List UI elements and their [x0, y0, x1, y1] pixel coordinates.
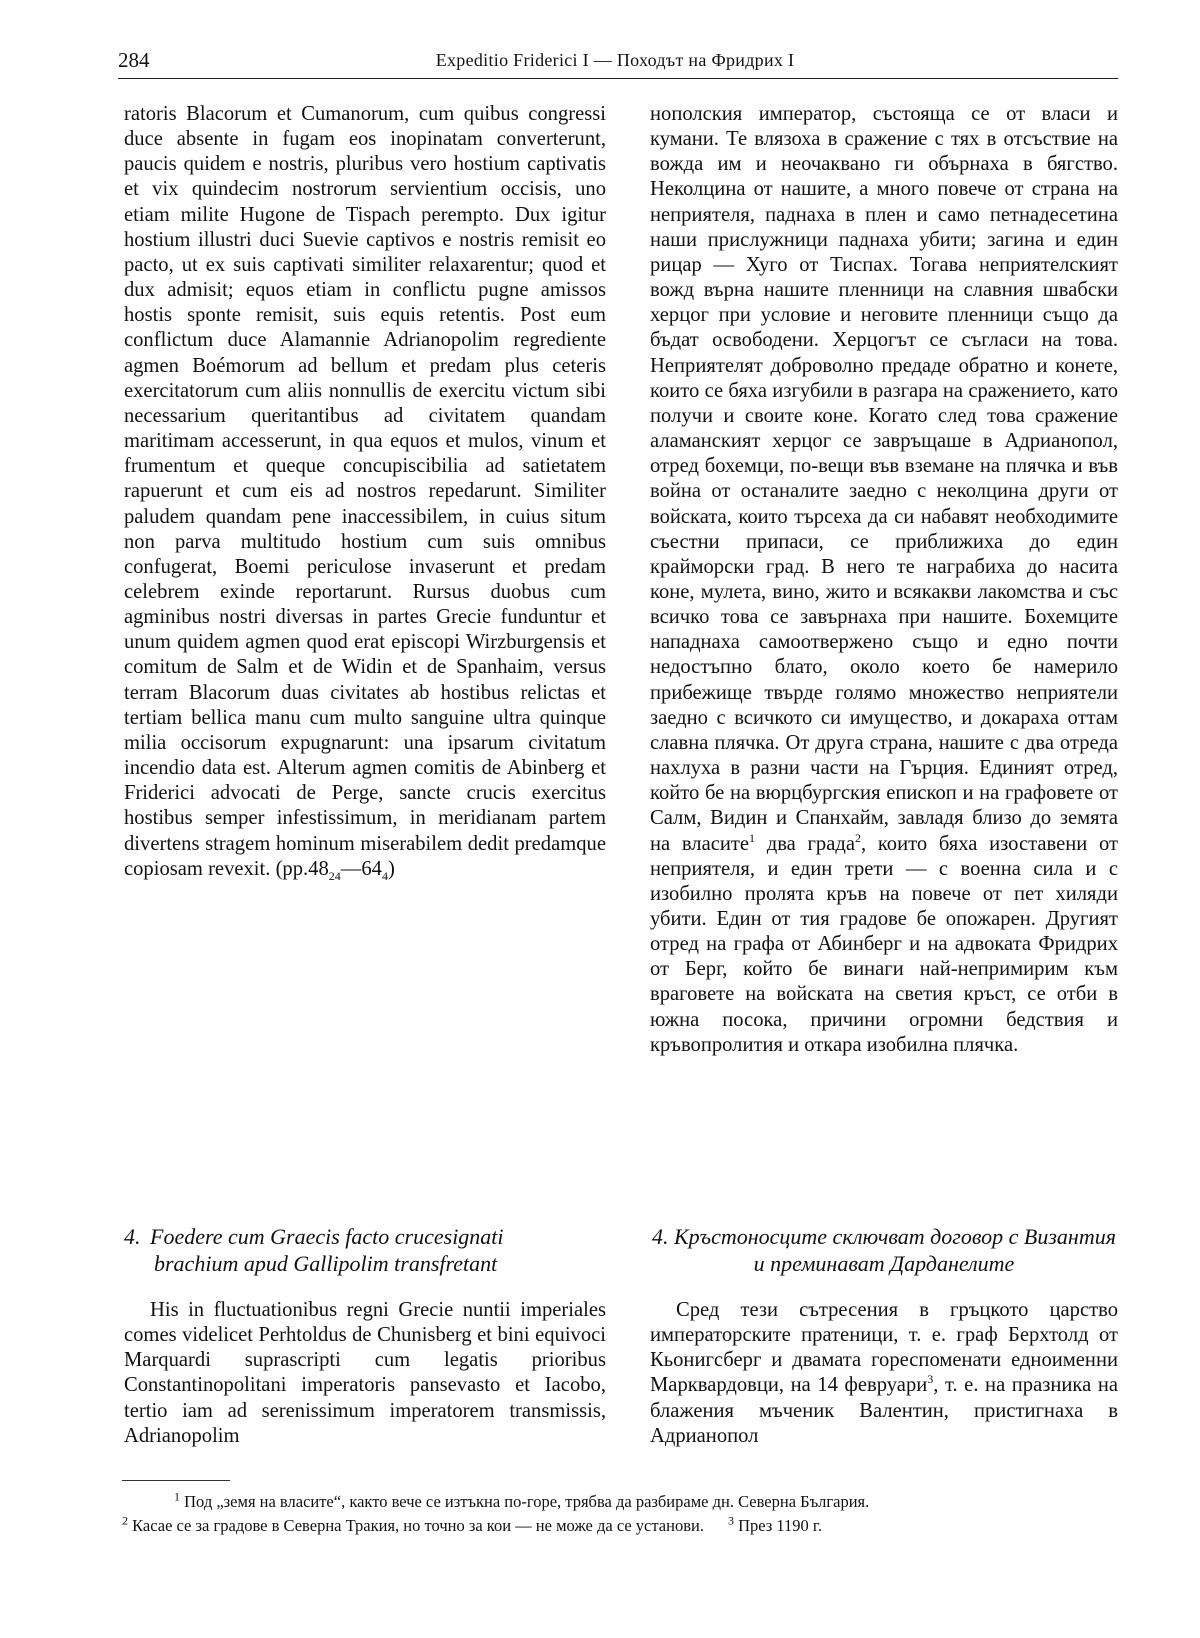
latin-text-bottom [124, 1298, 606, 1449]
footnote-1-mark: 1 [174, 1489, 180, 1504]
footnote-1-text: Под „земя на власите“, както вече се изтъкна по-горе, трябва да разбираме дн. Северна България. [180, 1492, 870, 1511]
bulgarian-paragraph-top [650, 102, 1118, 1058]
section-heading-latin [124, 1223, 606, 1277]
footnote-3 [728, 1514, 822, 1538]
latin-paragraph-bottom: His in fluctuationibus regni Grecie nuntii imperiales comes videlicet Perhtoldus de Chunisberg et bini equivoci Marquardi suprascripti cum legatis prioribus Constantinopolitani imperatoris pansevasto et Iacobo, tertio iam ad serenissimum imperatorem transmissis, Adrianopolim [124, 1299, 606, 1447]
latin-paragraph-top [124, 102, 606, 882]
section-heading-bulgarian: 4. Кръстоносците сключват договор с Византия и преминават Дарданелите [652, 1224, 1116, 1276]
bulgarian-text-bottom [650, 1298, 1118, 1449]
page-number: 284 [118, 48, 150, 72]
bulgarian-paragraph-bottom [650, 1298, 1118, 1449]
latin-text-top [124, 102, 606, 882]
latin-citation [275, 857, 395, 883]
bulgarian-text-part-1: нополския император, състояща се от власи и кумани. Те влязоха в сражение с тях в отсъствие на вожда им и неочаквано ги обърнаха в бягство. Неколцина от нашите, а много повече от страна на неприятеля, паднаха в плен и само петнадесетина наши прислужници паднаха убити; загина и един рицар — Хуго от Тиспах. Тогава неприятелският вожд върна нашите пленници на славния швабски херцог при условие и неговите пленници също да бъдат освободени. Херцогът се съгласи на това. Неприятелят доброволно предаде обратно и конете, които се бяха изгубили в разгара на сражението, като получи и своите коне. Когато след това сражение аламанският херцог се завръщаше в Адрианопол, отред бохемци, по-вещи във вземане на плячка и във война от останалите заедно с неколцина други от войската, които търсеха да си набавят необходимите съестни припаси, се приближиха до един крайморски град. В него те награбиха до насита коне, мулета, вино, жито и всякакви лакомства и със всичко това се завърнаха при нашите. Бохемците нападнаха самоотвержено също и едно почти недостъпно блато, около което бе намерило прибежище твърде голямо множество неприятели заедно с всичкото си имущество, и докараха оттам славна плячка. От друга страна, нашите с два отреда нахлуха в разни части на Гърция. Единият отред, който бе на вюрцбургския епископ и на графовете от Салм, Видин и Спанхайм, завладя близо до земята на власите [650, 103, 1118, 855]
bulgarian-bottom-part-1: Сред тези сътресения в гръцкото царство императорските пратеници, т. е. граф Берхтолд от Кьонигсберг и двамата гореспоменати едноименни Марквардовци, на 14 февруари [650, 1299, 1118, 1397]
section-number: 4. [124, 1224, 141, 1249]
page-header [118, 48, 1112, 80]
bulgarian-text-part-2: два града [755, 832, 855, 855]
bulgarian-text-top [650, 102, 1118, 1058]
footnote-rule [122, 1480, 230, 1481]
footnote-ref-3: 3 [927, 1372, 934, 1387]
citation-sub-1: 24 [328, 868, 341, 883]
footnote-1 [122, 1490, 1118, 1514]
footnote-3-text: През 1190 г. [733, 1516, 822, 1535]
citation-range: —64 [340, 857, 382, 880]
footnote-3-mark: 3 [727, 1513, 734, 1528]
header-rule [118, 78, 1118, 79]
citation-sub-2: 4 [381, 868, 388, 883]
footnote-2-text: Касае се за градове в Северна Тракия, но точно за кои — не може да се установи. [128, 1516, 704, 1535]
footnote-2 [122, 1514, 1118, 1538]
footnote-2-mark: 2 [122, 1513, 128, 1528]
bulgarian-text-part-3: , които бяха изоставени от неприятеля, и един трети — с военна сила и с изобилно пролята кръв на повече от пет хиляди убити. Един от тия градове бе опожарен. Другият отред на графа от Абинберг и на адвоката Фридрих от Берг, който бе винаги най-непримирим към враговете на войската на светия кръст, се отби в южна посока, причини огромни бедствия и кръвопролития и откара изобилна плячка. [650, 832, 1119, 1056]
footnote-ref-2: 2 [855, 830, 861, 845]
section-title-line-2: brachium apud Gallipolim transfretant [154, 1251, 498, 1276]
bulgarian-bottom-part-2: , т. е. на празника на блажения мъченик Валентин, пристигнаха в Адрианопол [650, 1374, 1118, 1447]
footnotes [122, 1490, 1118, 1538]
running-title: Expeditio Friderici I — Походът на Фридрих I [435, 50, 795, 70]
footnote-ref-1: 1 [749, 830, 756, 845]
section-title-line-1: Foedere cum Graecis facto crucesignati [150, 1224, 504, 1249]
citation-open: (pp.48 [275, 857, 329, 880]
citation-close: ) [387, 857, 395, 880]
latin-paragraph-text: ratoris Blacorum et Cumanorum, cum quibus congressi duce absente in fugam eos inopinatam converterunt, paucis quidem e nostris, pluribus vero hostium captivatis et vix quindecim nostrorum servientium occisis, uno etiam milite Hugone de Tispach perempto. Dux igitur hostium illustri duci Suevie captivos e nostris remisit eo pacto, ut ex suis captivati similiter relaxarentur; quod et dux admisit; equos etiam in conflictu pugne amissos hostis sponte remisit, suis equis retentis. Post eum conflictum duce Alamannie Adrianopolim regrediente agmen Boémorum ad bellum et predam plus ceteris exercitatorum cum aliis nonnullis de exercitu victum sibi necessarium queritantibus ad civitatem quandam maritimam accesserunt, in qua equos et mulos, vinum et frumentum et queque concupiscibilia ad satietatem rapuerunt et cum eis ad nostros repedarunt. Similiter paludem quandam pene inaccessibilem, in cuius situm non parva multitudo hostium cum suis omnibus confugerat, Boemi periculose invaserunt et predam celebrem exinde reportarunt. Rursus duobus cum agminibus nostri diversas in partes Grecie funduntur et unum quidem agmen quod erat episcopi Wirzburgensis et comitum de Salm et de Widin et de Spanhaim, versus terram Blacorum duas civitates ab hostibus relictas et tertiam bellica manu cum multo sanguine ultra quinque milia occisorum expugnarunt: una ipsarum civitatum incendio data est. Alterum agmen comitis de Abinberg et Friderici advocati de Perge, sancte crucis exercitus hostibus semper infestissimum, in meridianam partem divertens stragem hominum miserabilem dedit predamque copiosam revexit. [124, 103, 606, 880]
